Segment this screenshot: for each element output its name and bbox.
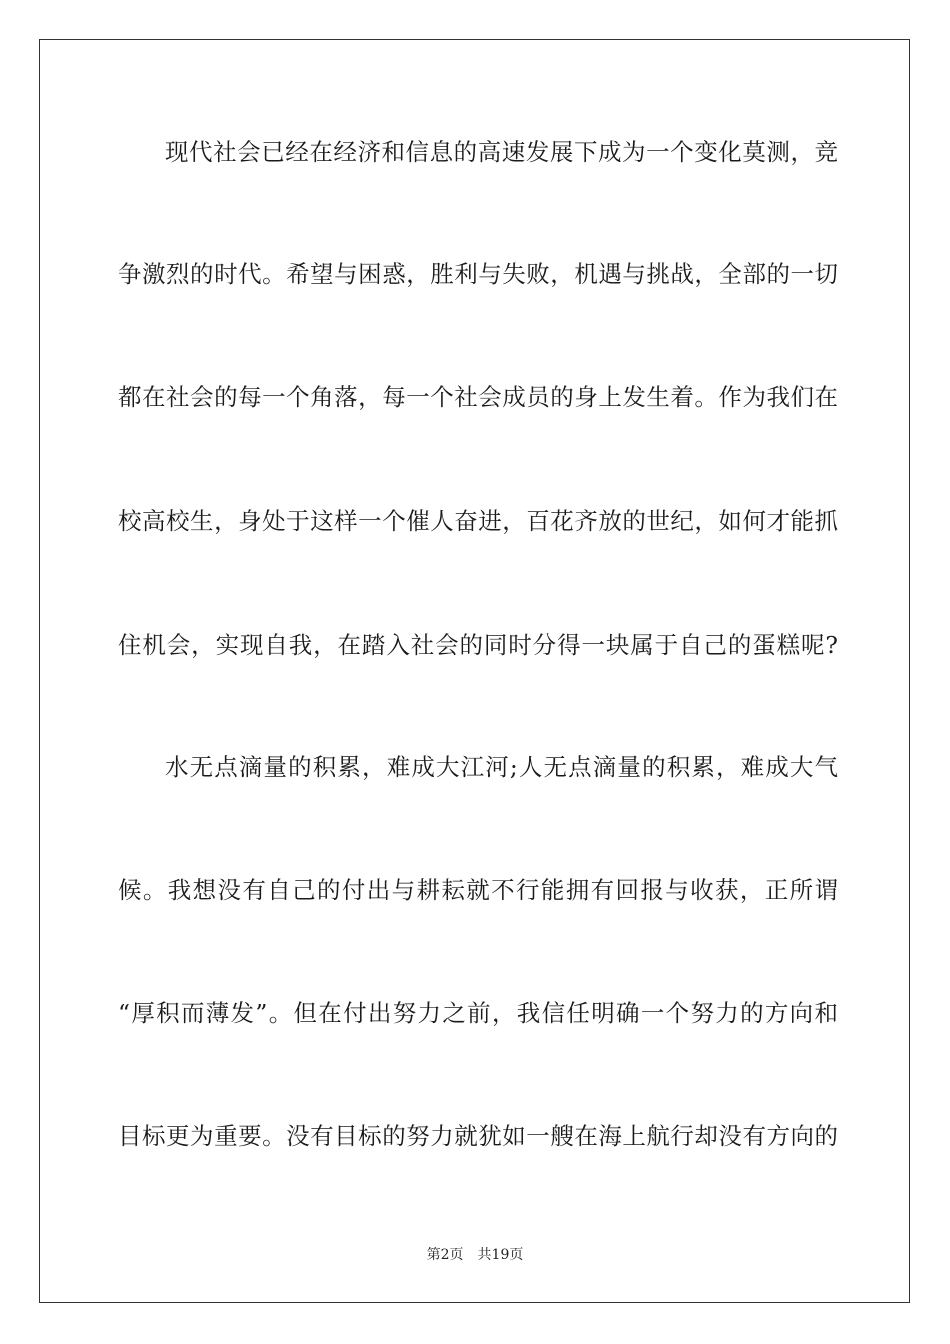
page-total: 共19页 [477, 1247, 524, 1263]
paragraph-1-line-3: 都在社会的每一个角落，每一个社会成员的身上发生着。作为我们在 [118, 383, 838, 411]
page-border [39, 39, 910, 1303]
paragraph-2-line-2: 候。我想没有自己的付出与耕耘就不行能拥有回报与收获，正所谓 [118, 876, 838, 904]
paragraph-1-line-1: 现代社会已经在经济和信息的高速发展下成为一个变化莫测，竞 [165, 138, 838, 166]
paragraph-1-line-4: 校高校生，身处于这样一个催人奋进，百花齐放的世纪，如何才能抓 [118, 507, 838, 535]
paragraph-1-line-2: 争激烈的时代。希望与困惑，胜利与失败，机遇与挑战，全部的一切 [118, 260, 838, 288]
paragraph-2-line-3: “厚积而薄发”。但在付出努力之前，我信任明确一个努力的方向和 [118, 999, 838, 1027]
page-number: 第2页 [426, 1247, 464, 1263]
paragraph-2-line-1: 水无点滴量的积累，难成大江河;人无点滴量的积累，难成大气 [165, 753, 838, 781]
page-footer [0, 1246, 950, 1264]
paragraph-2-line-4: 目标更为重要。没有目标的努力就犹如一艘在海上航行却没有方向的 [118, 1122, 838, 1150]
paragraph-1-line-5: 住机会，实现自我，在踏入社会的同时分得一块属于自己的蛋糕呢? [118, 631, 838, 659]
